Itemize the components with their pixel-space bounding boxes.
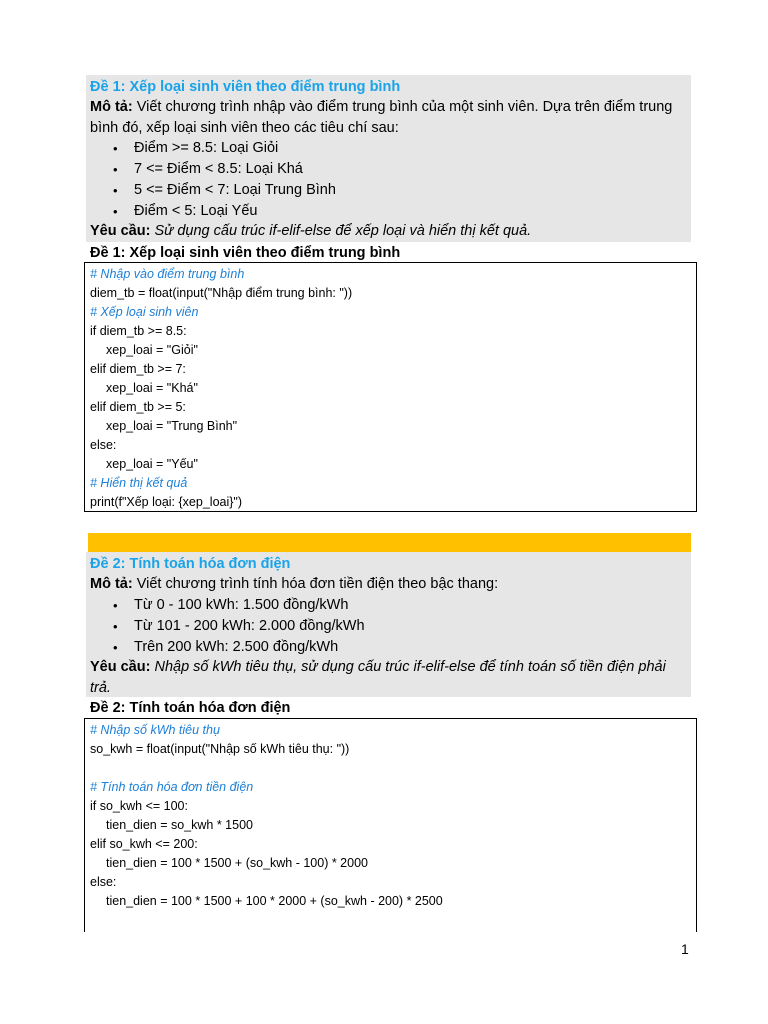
- solution-2-title: Đề 2: Tính toán hóa đơn điện: [90, 700, 291, 716]
- section-divider: [88, 533, 691, 552]
- list-item: • Từ 0 - 100 kWh: 1.500 đồng/kWh: [86, 595, 686, 616]
- code-line: elif so_kwh <= 200:: [90, 837, 198, 851]
- problem-2-requirement: [90, 657, 690, 699]
- code-comment: # Nhập số kWh tiêu thụ: [90, 723, 220, 737]
- requirement-label: Yêu cầu:: [90, 659, 151, 675]
- code-comment: # Tính toán hóa đơn tiền điện: [90, 780, 254, 794]
- code-line: if so_kwh <= 100:: [90, 799, 188, 813]
- code-line: xep_loai = "Trung Bình": [106, 419, 238, 433]
- problem-2-requirement-line-2: trả.: [90, 680, 111, 696]
- code-line: tien_dien = so_kwh * 1500: [106, 818, 253, 832]
- solution-1-code-block: [84, 262, 697, 512]
- solution-1-title: Đề 1: Xếp loại sinh viên theo điểm trung bình: [90, 245, 401, 261]
- code-blank-line: [90, 759, 691, 778]
- list-item: • Điểm >= 8.5: Loại Giỏi: [86, 138, 686, 159]
- problem-1-criteria-list: [86, 138, 686, 222]
- page-number: 1: [681, 941, 689, 957]
- problem-1-description-line-1: Mô tả: Viết chương trình nhập vào điểm trung bình của một sinh viên. Dựa trên điểm trung: [90, 99, 673, 115]
- list-item: • Từ 101 - 200 kWh: 2.000 đồng/kWh: [86, 616, 686, 637]
- code-line: tien_dien = 100 * 1500 + 100 * 2000 + (so_kwh - 200) * 2500: [106, 894, 443, 908]
- code-line: elif diem_tb >= 7:: [90, 362, 186, 376]
- code-line: elif diem_tb >= 5:: [90, 400, 186, 414]
- code-line: if diem_tb >= 8.5:: [90, 324, 187, 338]
- problem-1-title: Đề 1: Xếp loại sinh viên theo điểm trung bình: [90, 79, 401, 95]
- solution-2-code-block: [84, 718, 697, 932]
- problem-2-requirement-line-1: Yêu cầu: Nhập số kWh tiêu thụ, sử dụng cấu trúc if-elif-else để tính toán số tiền điện phải: [90, 659, 666, 675]
- code-comment: # Hiển thị kết quả: [90, 476, 188, 490]
- requirement-label: Yêu cầu:: [90, 223, 151, 239]
- problem-1-requirement: Yêu cầu: Sử dụng cấu trúc if-elif-else để xếp loại và hiển thị kết quả.: [90, 223, 532, 239]
- code-line: so_kwh = float(input("Nhập số kWh tiêu thụ: ")): [90, 742, 350, 756]
- problem-2-rate-list: [86, 595, 686, 658]
- list-item: • 7 <= Điểm < 8.5: Loại Khá: [86, 159, 686, 180]
- code-line: xep_loai = "Khá": [106, 381, 198, 395]
- code-line: else:: [90, 438, 117, 452]
- list-item: • 5 <= Điểm < 7: Loại Trung Bình: [86, 180, 686, 201]
- code-line: xep_loai = "Giỏi": [106, 343, 198, 357]
- code-line: print(f"Xếp loại: {xep_loai}"): [90, 495, 243, 509]
- code-line: diem_tb = float(input("Nhập điểm trung bình: ")): [90, 286, 353, 300]
- code-line: tien_dien = 100 * 1500 + (so_kwh - 100) * 2000: [106, 856, 368, 870]
- description-label: Mô tả:: [90, 99, 133, 115]
- list-item: • Điểm < 5: Loại Yếu: [86, 201, 686, 222]
- list-item: • Trên 200 kWh: 2.500 đồng/kWh: [86, 637, 686, 658]
- problem-2-description: Mô tả: Viết chương trình tính hóa đơn tiền điện theo bậc thang:: [90, 576, 499, 592]
- code-comment: # Nhập vào điểm trung bình: [90, 267, 245, 281]
- code-comment: # Xếp loại sinh viên: [90, 305, 199, 319]
- problem-1-description: [90, 97, 690, 139]
- code-line: xep_loai = "Yếu": [106, 457, 198, 471]
- description-label: Mô tả:: [90, 576, 133, 592]
- problem-2-title: Đề 2: Tính toán hóa đơn điện: [90, 556, 291, 572]
- problem-1-description-line-2: bình đó, xếp loại sinh viên theo các tiêu chí sau:: [90, 120, 399, 136]
- code-line: else:: [90, 875, 117, 889]
